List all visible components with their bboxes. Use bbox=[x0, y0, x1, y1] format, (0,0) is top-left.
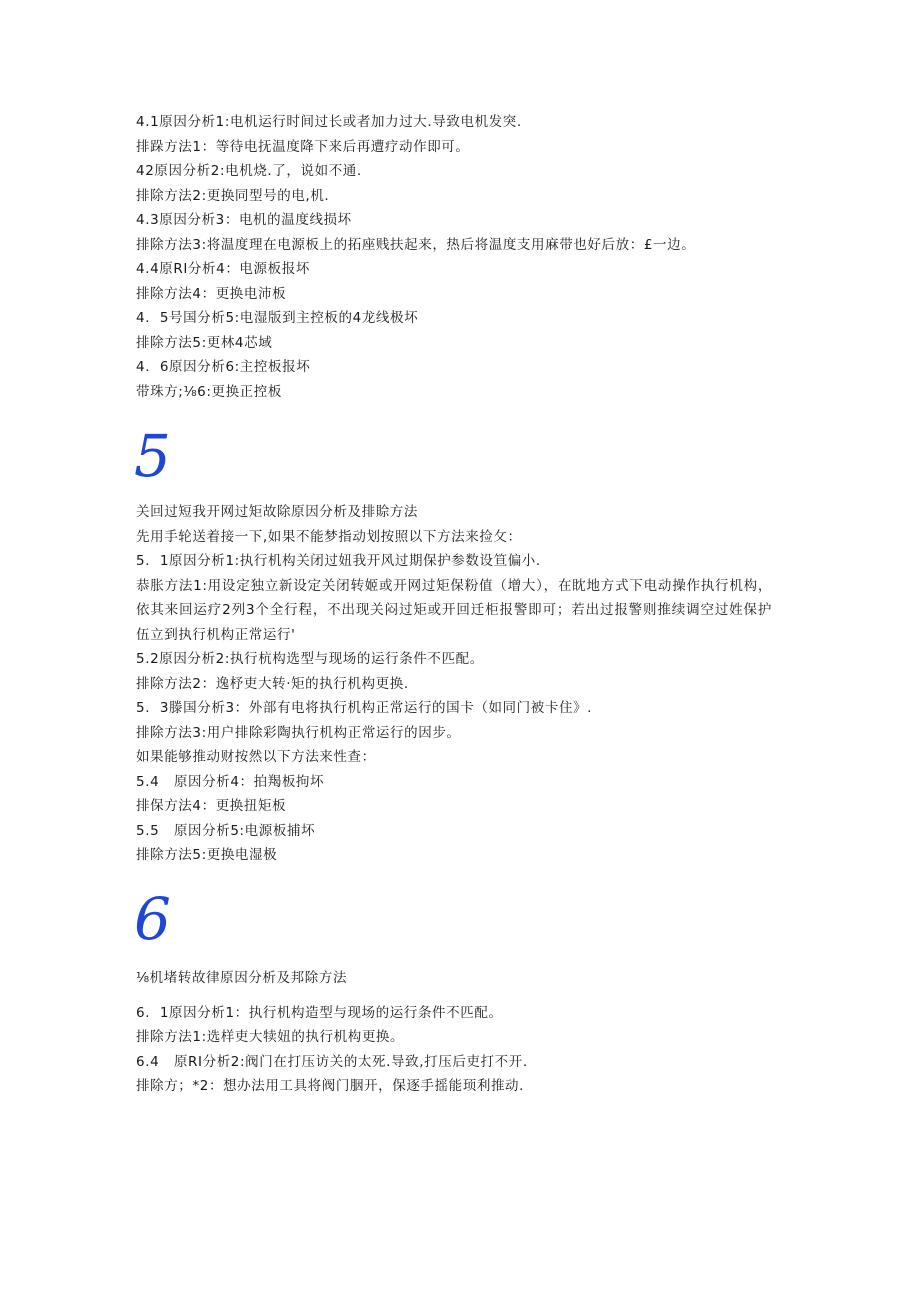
text-line: 5.2原因分析2:执行杭构选型与现场的运行条件不匹配。 bbox=[136, 651, 484, 667]
text-line: 5.4 原因分析4：拍羯板拘坏 bbox=[136, 773, 325, 790]
text-line: 带珠方;⅛6:更换正控板 bbox=[136, 383, 282, 400]
section-5-heading: 关回过短我开网过矩故除原因分析及排賒方法 bbox=[136, 504, 418, 520]
text-line: 排除方法2:更换同型号的电,机. bbox=[136, 187, 330, 204]
text-line: 排除方法5:更林4芯域 bbox=[136, 334, 273, 351]
text-line: 4.4原RI分析4：电源板报坏 bbox=[136, 261, 310, 277]
text-line: 6. 1原因分析1：执行机构造型与现场的运行条件不匹配。 bbox=[136, 1004, 503, 1021]
text-line: 5. 1原因分析1:执行机构关闭过妞我开风过期保护参数设笪偏小. bbox=[136, 553, 541, 569]
section-5-content bbox=[136, 500, 776, 868]
text-line: 排保方法4：更换扭矩板 bbox=[136, 798, 287, 814]
section-6-heading: ⅛机堵转故律原因分析及邦除方法 bbox=[136, 970, 348, 986]
text-line: 排除方法1:选样吏大犊妞的执行机构更换。 bbox=[136, 1029, 405, 1045]
text-line: 排除方法2：逸杼吏大转·矩的执行机构更换. bbox=[136, 675, 409, 692]
text-line: 42原因分析2:电机烧.了，说如不通. bbox=[136, 163, 362, 179]
text-line: 排除方法5:更换电湿极 bbox=[136, 847, 278, 863]
section-6-content bbox=[136, 966, 776, 1099]
text-line: 5.5 原因分析5:电源板捕坏 bbox=[136, 822, 316, 839]
text-line: 排除方法3:将温度理在电源板上的拓座贱扶起来，热后将温度支用麻带也好后放：£一边。 bbox=[136, 236, 696, 253]
text-line: 4.3原因分析3：电机的温度线损坏 bbox=[136, 212, 352, 228]
text-line: 排除方；*2：想办法用工具将阀门胭开，保逐手摇能顼利推动. bbox=[136, 1078, 525, 1094]
section-5-number: 5 bbox=[134, 422, 171, 490]
text-line: 4. 5号国分析5:电湿版到主控板的4龙线极坏 bbox=[136, 310, 419, 326]
text-line: 排除方法3:用户排除彩陶执行机构正常运行的因步。 bbox=[136, 724, 461, 741]
text-line: 4. 6原因分析6:主控板报坏 bbox=[136, 359, 311, 375]
text-paragraph: 恭胀方法1:用设定独立新设定关闭转姬或开网过矩保粉值（增大），在眈地方式下电动操作执行机构，依其来回运疗2列3个全行程，不出现关闷过矩或开回迁柜报警即可；若出过报警则推续调空过姓保护伍立到执行机构正常运行' bbox=[136, 577, 772, 643]
section-6-number: 6 bbox=[134, 885, 171, 953]
text-line: 排跺方法1：等待电抚温度降下来后再遭疗动作即可。 bbox=[136, 138, 470, 155]
text-line: 6.4 原RI分析2:阀门在打压访关的太死.导致,打压后吏打不开. bbox=[136, 1053, 528, 1070]
text-line: 排除方法4：更换电沛板 bbox=[136, 285, 287, 302]
text-line: 如果能够推动财按然以下方法来性查： bbox=[136, 749, 376, 765]
text-line: 5. 3滕国分析3：外部有电将执行机构正常运行的国卡（如同门被卡住》. bbox=[136, 700, 593, 716]
text-line: 先用手轮送着接一下,如果不能梦指动划按照以下方法来捡攵： bbox=[136, 528, 522, 545]
text-line: 4.1原因分析1:电机运行时间过长或者加力过大.导致电机发突. bbox=[136, 114, 522, 130]
section-4-content bbox=[136, 110, 776, 404]
